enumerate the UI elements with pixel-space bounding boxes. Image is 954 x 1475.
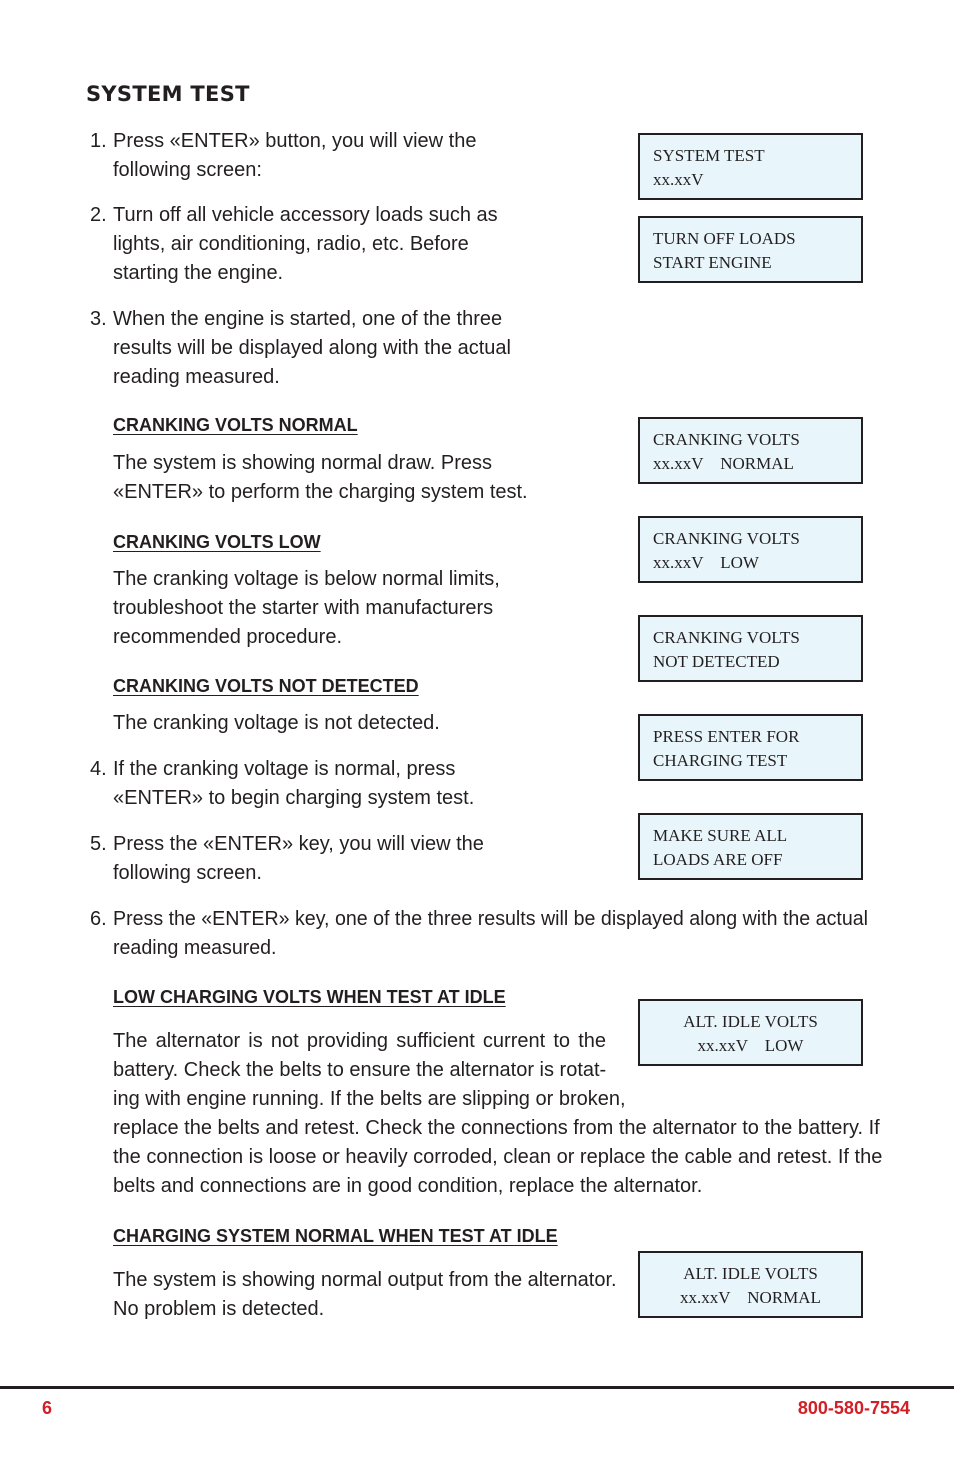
step-line: results will be displayed along with the actual <box>113 337 511 359</box>
lcd-line: START ENGINE <box>653 253 772 272</box>
lcd-line: CRANKING VOLTS <box>653 529 800 548</box>
lcd-screen-cranking-normal <box>638 417 863 484</box>
footer-divider <box>0 1386 954 1389</box>
lcd-line: MAKE SURE ALL <box>653 826 788 845</box>
lcd-line: CRANKING VOLTS <box>653 430 800 449</box>
lcd-line: TURN OFF LOADS <box>653 229 796 248</box>
step-line: «ENTER» to begin charging system test. <box>113 787 475 809</box>
section-body-low-charging-wide <box>113 1114 883 1201</box>
lcd-screen-loads-off <box>638 813 863 880</box>
body-line: belts and connections are in good condition, replace the alternator. <box>113 1175 703 1197</box>
lcd-line: NOT DETECTED <box>653 652 780 671</box>
lcd-screen-press-enter <box>638 714 863 781</box>
lcd-screen-cranking-low <box>638 516 863 583</box>
body-line: The alternator is not providing sufficient current to the <box>113 1030 606 1052</box>
lcd-screen-alt-idle-normal <box>638 1251 863 1318</box>
lcd-line: ALT. IDLE VOLTS <box>683 1264 818 1283</box>
step-line: lights, air conditioning, radio, etc. Before <box>113 233 469 255</box>
section-body-charging-normal <box>113 1266 617 1324</box>
body-line: The cranking voltage is not detected. <box>113 712 440 734</box>
step-number: 1. <box>90 130 107 152</box>
lcd-line: xx.xxV <box>653 170 704 189</box>
body-line: battery. Check the belts to ensure the alternator is rotat- <box>113 1059 607 1081</box>
lcd-line: xx.xxV NORMAL <box>653 454 794 473</box>
section-heading-charging-normal: CHARGING SYSTEM NORMAL WHEN TEST AT IDLE <box>113 1226 558 1246</box>
body-line: replace the belts and retest. Check the connections from the alternator to the battery. If <box>113 1117 880 1139</box>
body-line: The system is showing normal draw. Press <box>113 452 493 474</box>
lcd-screen-cranking-not-detected <box>638 615 863 682</box>
body-line: recommended procedure. <box>113 626 343 648</box>
phone-number: 800-580-7554 <box>797 1398 910 1418</box>
step-line: following screen: <box>113 159 262 181</box>
lcd-screen-turn-off-loads <box>638 216 863 283</box>
section-heading-cranking-low: CRANKING VOLTS LOW <box>113 532 321 552</box>
lcd-screen-alt-idle-low <box>638 999 863 1066</box>
step-line: When the engine is started, one of the three <box>113 308 503 330</box>
body-line: The system is showing normal output from the alternator. <box>113 1269 617 1291</box>
section-heading-cranking-not-detected: CRANKING VOLTS NOT DETECTED <box>113 676 419 696</box>
lcd-screen-system-test <box>638 133 863 200</box>
body-line: No problem is detected. <box>113 1298 325 1320</box>
step-number: 3. <box>90 308 107 330</box>
step-line: reading measured. <box>113 366 280 388</box>
lcd-line: CRANKING VOLTS <box>653 628 800 647</box>
section-heading-cranking-normal: CRANKING VOLTS NORMAL <box>113 415 358 435</box>
body-line: troubleshoot the starter with manufacturers <box>113 597 494 619</box>
lcd-line: SYSTEM TEST <box>653 146 765 165</box>
lcd-line: CHARGING TEST <box>653 751 788 770</box>
section-body-low-charging-narrow <box>113 1027 626 1114</box>
step-line: Turn off all vehicle accessory loads such as <box>113 204 498 226</box>
step-line: If the cranking voltage is normal, press <box>113 758 456 780</box>
page-number: 6 <box>42 1398 53 1418</box>
lcd-line: ALT. IDLE VOLTS <box>683 1012 818 1031</box>
body-line: ing with engine running. If the belts are slipping or broken, <box>113 1088 626 1110</box>
page-title: SYSTEM TEST <box>86 82 250 106</box>
step-line: Press the «ENTER» key, one of the three results will be displayed along with the actual <box>113 908 868 930</box>
step-line: following screen. <box>113 862 262 884</box>
section-body-cranking-low <box>113 565 500 652</box>
lcd-line: xx.xxV LOW <box>697 1036 804 1055</box>
step-number: 5. <box>90 833 107 855</box>
section-body-cranking-normal <box>113 449 528 507</box>
body-line: The cranking voltage is below normal limits, <box>113 568 500 590</box>
step-line: Press the «ENTER» key, you will view the <box>113 833 484 855</box>
step-line: starting the engine. <box>113 262 284 284</box>
step-number: 2. <box>90 204 107 226</box>
step-number: 6. <box>90 908 107 930</box>
step-line: reading measured. <box>113 937 277 959</box>
step-number: 4. <box>90 758 107 780</box>
lcd-line: xx.xxV LOW <box>653 553 759 572</box>
lcd-line: PRESS ENTER FOR <box>653 727 800 746</box>
lcd-line: LOADS ARE OFF <box>653 850 783 869</box>
body-line: the connection is loose or heavily corroded, clean or replace the cable and retest. If the <box>113 1146 883 1168</box>
section-body-cranking-not-detected <box>113 709 440 738</box>
lcd-line: xx.xxV NORMAL <box>680 1288 821 1307</box>
section-heading-low-charging: LOW CHARGING VOLTS WHEN TEST AT IDLE <box>113 987 506 1007</box>
body-line: «ENTER» to perform the charging system test. <box>113 481 528 503</box>
step-line: Press «ENTER» button, you will view the <box>113 130 477 152</box>
